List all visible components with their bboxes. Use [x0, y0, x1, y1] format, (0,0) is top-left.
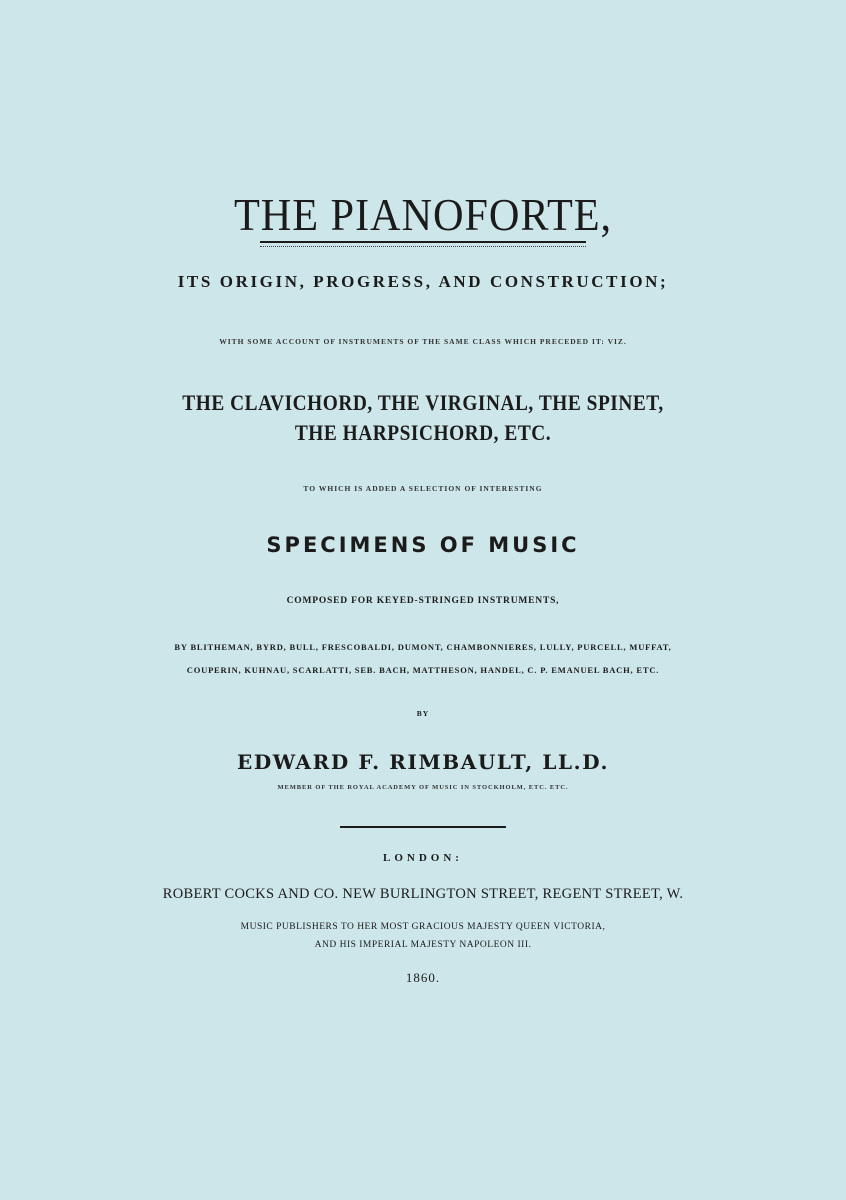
composers-line-2: COUPERIN, KUHNAU, SCARLATTI, SEB. BACH, MATTHESON, HANDEL, C. P. EMANUEL BACH, ETC.: [186, 665, 660, 675]
composers-line-1: BY BLITHEMAN, BYRD, BULL, FRESCOBALDI, DUMONT, CHAMBONNIERES, LULLY, PURCELL, MUFFAT,: [174, 642, 672, 652]
author-name: EDWARD F. RIMBAULT, LL.D.: [236, 750, 610, 774]
book-title: THE PIANOFORTE,: [233, 189, 613, 240]
instruments-line-1: THE CLAVICHORD, THE VIRGINAL, THE SPINET,: [182, 390, 664, 415]
title-underline-dotted: [260, 246, 586, 247]
imprint-place: LONDON:: [383, 852, 463, 864]
title-underline: [260, 241, 586, 243]
instruments-line-2: THE HARPSICHORD, ETC.: [294, 420, 552, 445]
publisher-note-1: MUSIC PUBLISHERS TO HER MOST GRACIOUS MAJESTY QUEEN VICTORIA,: [240, 922, 606, 932]
publisher-line: ROBERT COCKS AND CO. NEW BURLINGTON STREET, REGENT STREET, W.: [162, 886, 684, 902]
added-line: TO WHICH IS ADDED A SELECTION OF INTERESTING: [303, 484, 543, 493]
book-subtitle: ITS ORIGIN, PROGRESS, AND CONSTRUCTION;: [177, 272, 669, 291]
publication-year: 1860.: [405, 970, 441, 985]
divider-rule: [340, 826, 506, 828]
publisher-note-2: AND HIS IMPERIAL MAJESTY NAPOLEON III.: [314, 940, 532, 950]
account-line: WITH SOME ACCOUNT OF INSTRUMENTS OF THE SAME CLASS WHICH PRECEDED IT: VIZ.: [219, 337, 627, 346]
author-credential: MEMBER OF THE ROYAL ACADEMY OF MUSIC IN STOCKHOLM, ETC. ETC.: [277, 784, 569, 791]
by-line: BY: [416, 709, 430, 718]
specimens-heading: SPECIMENS OF MUSIC: [266, 533, 580, 557]
composed-for-line: COMPOSED FOR KEYED-STRINGED INSTRUMENTS,: [286, 596, 560, 606]
